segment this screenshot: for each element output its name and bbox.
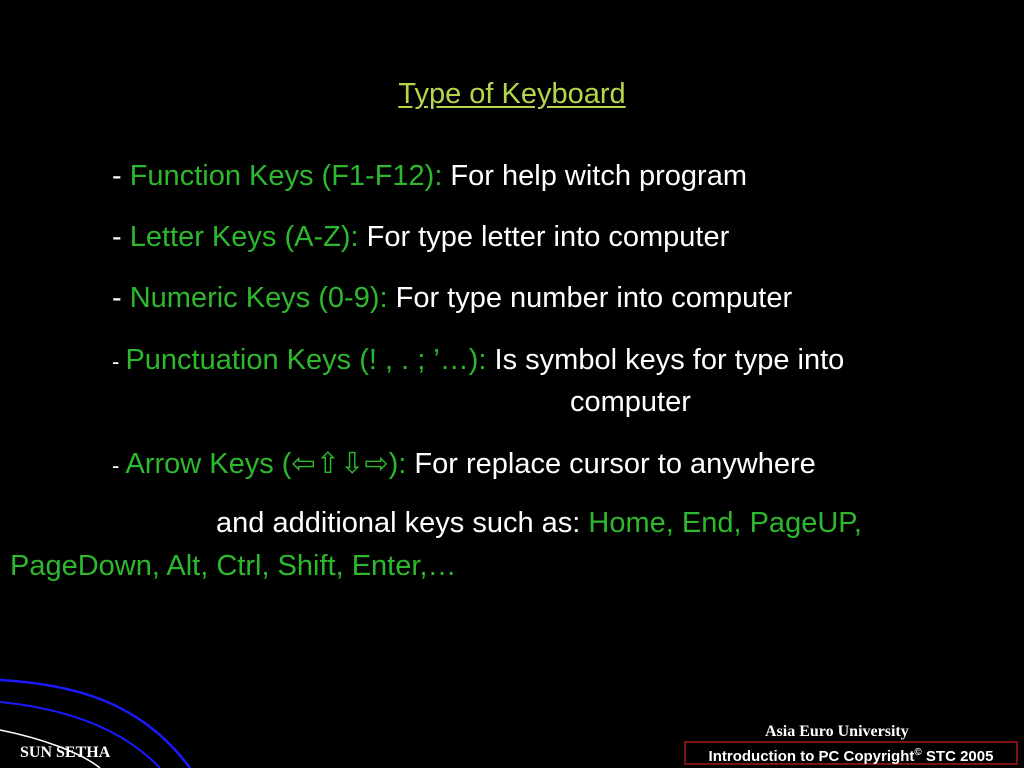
- copyright-symbol: ©: [914, 747, 922, 758]
- bullet-dash: -: [112, 453, 126, 478]
- additional-keys-list-2: PageDown, Alt, Ctrl, Shift, Enter,…: [10, 550, 457, 582]
- copyright-prefix: Introduction to PC Copyright: [708, 748, 915, 765]
- slide-title: Type of Keyboard: [398, 78, 626, 110]
- additional-keys-lead: and additional keys such as:: [216, 507, 589, 539]
- desc-arrow-keys: For replace cursor to anywhere: [406, 448, 816, 480]
- bullet-dash: -: [112, 221, 130, 253]
- term-function-keys: Function Keys (F1-F12):: [129, 160, 443, 192]
- desc-punctuation-keys: Is symbol keys for type into: [486, 344, 845, 376]
- list-item-letter-keys: [112, 221, 729, 254]
- desc-numeric-keys: For type number into computer: [387, 282, 793, 314]
- copyright-box: [684, 741, 1018, 765]
- term-letter-keys: Letter Keys (A-Z):: [129, 221, 359, 253]
- university-name: Asia Euro University: [765, 723, 909, 740]
- term-punctuation-keys: Punctuation Keys (! , . ; ’…):: [125, 344, 487, 376]
- bullet-dash: -: [112, 160, 130, 192]
- list-item-arrow-keys: [112, 446, 816, 481]
- copyright-suffix: STC 2005: [921, 748, 994, 765]
- desc-punctuation-keys-continued: computer: [570, 386, 691, 418]
- desc-function-keys: For help witch program: [442, 160, 747, 192]
- term-arrow-keys: Arrow Keys (⇦⇧⇩⇨):: [125, 448, 407, 480]
- term-numeric-keys: Numeric Keys (0-9):: [129, 282, 388, 314]
- list-item-numeric-keys: [112, 282, 792, 315]
- bullet-dash: -: [112, 282, 130, 314]
- desc-letter-keys: For type letter into computer: [358, 221, 730, 253]
- bullet-dash: -: [112, 349, 126, 374]
- list-item-function-keys: [112, 160, 747, 193]
- additional-keys-list-1: Home, End, PageUP,: [588, 507, 862, 539]
- author-name: SUN SETHA: [20, 744, 111, 761]
- list-item-punctuation-keys: [112, 344, 844, 377]
- additional-keys-line-1: [216, 507, 862, 540]
